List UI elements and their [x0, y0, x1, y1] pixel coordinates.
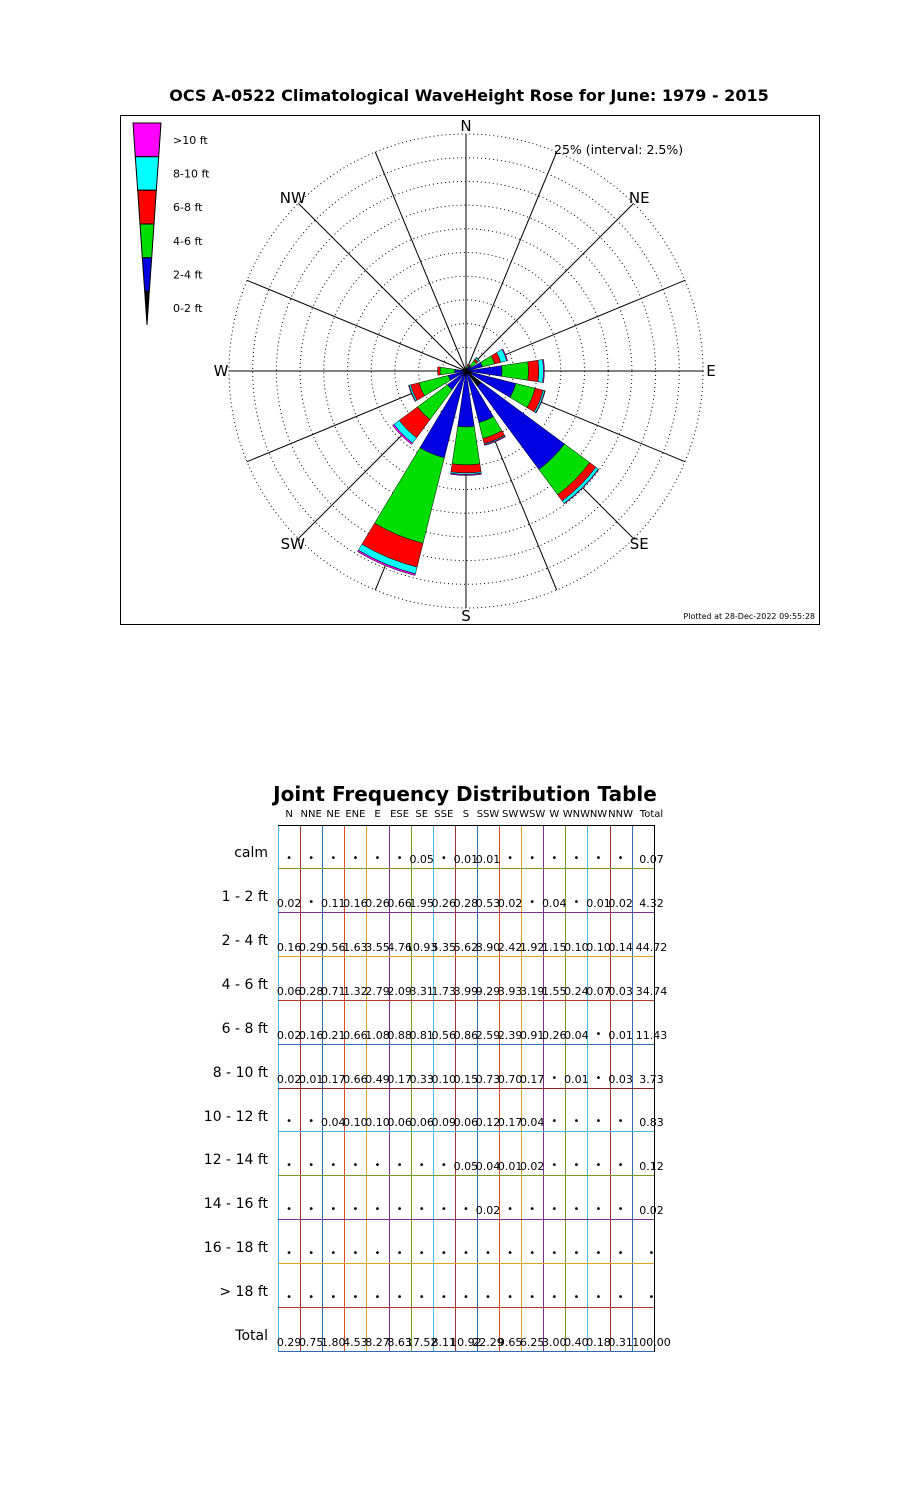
plotted-timestamp: Plotted at 28-Dec-2022 09:55:28 — [683, 612, 815, 621]
cell-SE-row4: 0.81 — [409, 1028, 434, 1042]
cell-WNW-row0: • — [573, 852, 580, 864]
cell-Total-row9: • — [648, 1248, 655, 1260]
cell-SSE-row9: • — [440, 1248, 447, 1260]
cell-SE-row10: • — [418, 1292, 425, 1304]
legend-label->10 ft: >10 ft — [173, 133, 208, 147]
column-header-SSW: SSW — [476, 809, 500, 820]
compass-label-SW: SW — [280, 535, 305, 554]
cell-WNW-row8: • — [573, 1204, 580, 1216]
legend-swatch->10 ft — [133, 123, 161, 157]
cell-ENE-row5: 0.66 — [343, 1072, 368, 1086]
cell-NNE-row9: • — [308, 1248, 315, 1260]
cell-Total-row6: 0.83 — [639, 1116, 664, 1130]
legend-swatch-0-2 ft — [145, 291, 150, 325]
cell-S-row11: 10.92 — [450, 1336, 482, 1349]
cell-N-row7: • — [286, 1160, 293, 1172]
cell-E-row11: 8.27 — [365, 1336, 390, 1349]
cell-W-row3: 1.55 — [542, 984, 567, 998]
cell-SE-row9: • — [418, 1248, 425, 1260]
cell-WSW-row6: 0.04 — [519, 1116, 545, 1130]
cell-S-row1: 0.28 — [453, 896, 479, 910]
cell-Total-row5: 3.73 — [639, 1072, 664, 1086]
table-title: Joint Frequency Distribution Table — [273, 782, 657, 806]
cell-NE-row6: 0.04 — [321, 1116, 346, 1130]
cell-NE-row2: 0.56 — [321, 940, 346, 954]
column-header-Total: Total — [639, 809, 664, 820]
ring-scale-annotation: 25% (interval: 2.5%) — [554, 142, 684, 157]
cell-SE-row1: 1.95 — [409, 896, 434, 910]
cell-S-row7: 0.05 — [453, 1160, 479, 1174]
column-header-NE: NE — [326, 809, 341, 820]
cell-SW-row10: • — [507, 1292, 514, 1304]
legend-label-8-10 ft: 8-10 ft — [173, 167, 210, 181]
cell-SSW-row9: • — [485, 1248, 491, 1260]
cell-W-row5: • — [551, 1072, 558, 1084]
cell-S-row8: • — [462, 1204, 469, 1216]
column-header-WNW: WNW — [562, 809, 591, 820]
cell-NNW-row6: • — [617, 1116, 624, 1128]
cell-S-row5: 0.15 — [453, 1072, 479, 1086]
cell-ENE-row4: 0.66 — [343, 1028, 368, 1042]
cell-SW-row6: 0.17 — [497, 1116, 523, 1130]
cell-ESE-row1: 0.66 — [387, 896, 412, 910]
column-header-NNW: NNW — [608, 809, 634, 820]
cell-SSW-row1: 0.53 — [475, 896, 501, 910]
cell-NNW-row0: • — [617, 852, 624, 864]
chart-title: OCS A-0522 Climatological WaveHeight Rose for June: 1979 - 2015 — [169, 86, 769, 105]
cell-SSW-row2: 8.90 — [475, 940, 501, 954]
compass-label-SE: SE — [629, 535, 649, 554]
cell-N-row8: • — [286, 1204, 293, 1216]
cell-ESE-row7: • — [396, 1160, 403, 1172]
cell-ESE-row2: 4.76 — [387, 940, 412, 954]
cell-SSE-row11: 8.11 — [431, 1336, 457, 1349]
cell-ESE-row6: 0.06 — [387, 1116, 412, 1130]
cell-SE-row6: 0.06 — [409, 1116, 434, 1130]
cell-N-row3: 0.06 — [276, 984, 302, 998]
cell-W-row9: • — [551, 1248, 558, 1260]
cell-SE-row2: 10.93 — [405, 940, 438, 954]
cell-WNW-row10: • — [573, 1292, 580, 1304]
cell-SSE-row10: • — [440, 1292, 447, 1304]
polar-spoke — [298, 203, 466, 371]
cell-SSE-row1: 0.26 — [431, 896, 457, 910]
cell-WSW-row1: • — [529, 896, 536, 908]
cell-ENE-row11: 4.53 — [343, 1336, 368, 1349]
cell-WSW-row2: 1.92 — [519, 940, 545, 954]
cell-SE-row5: 0.33 — [409, 1072, 434, 1086]
cell-SE-row8: • — [418, 1204, 425, 1216]
cell-SE-row11: 17.52 — [405, 1336, 438, 1349]
cell-NNW-row9: • — [617, 1248, 624, 1260]
cell-Total-row3: 34.74 — [635, 984, 668, 998]
table-hline — [278, 1000, 654, 1001]
cell-S-row3: 3.99 — [453, 984, 479, 998]
cell-N-row0: • — [286, 852, 293, 864]
cell-S-row2: 5.62 — [453, 940, 479, 954]
cell-N-row9: • — [286, 1248, 293, 1260]
cell-WSW-row10: • — [529, 1292, 536, 1304]
cell-NNE-row8: • — [308, 1204, 315, 1216]
cell-SW-row11: 9.65 — [497, 1336, 523, 1349]
cell-WSW-row4: 0.91 — [519, 1028, 545, 1042]
cell-SSW-row3: 9.29 — [475, 984, 501, 998]
cell-SSW-row7: 0.04 — [475, 1160, 501, 1174]
row-label-16-18ft: 16 - 18 ft — [203, 1240, 268, 1257]
column-header-SW: SW — [501, 809, 519, 820]
cell-NW-row7: • — [595, 1160, 602, 1172]
cell-N-row11: 0.29 — [276, 1336, 302, 1349]
row-label-calm: calm — [234, 845, 268, 861]
cell-E-row9: • — [374, 1248, 381, 1260]
cell-ESE-row9: • — [396, 1248, 403, 1260]
cell-SSE-row5: 0.10 — [431, 1072, 457, 1086]
compass-label-S: S — [461, 607, 471, 624]
cell-E-row3: 2.79 — [365, 984, 390, 998]
cell-WNW-row1: • — [573, 896, 580, 908]
cell-WNW-row7: • — [573, 1160, 580, 1172]
rose-wedge-E-4-6 ft — [502, 362, 529, 381]
cell-WSW-row5: 0.17 — [519, 1072, 545, 1086]
cell-ENE-row7: • — [352, 1160, 359, 1172]
cell-Total-row0: 0.07 — [639, 852, 664, 866]
cell-W-row2: 1.15 — [542, 940, 567, 954]
cell-SSW-row10: • — [485, 1292, 491, 1304]
legend-label-6-8 ft: 6-8 ft — [173, 201, 203, 215]
cell-E-row6: 0.10 — [365, 1116, 390, 1130]
cell-ENE-row10: • — [352, 1292, 359, 1304]
cell-SSE-row8: • — [440, 1204, 447, 1216]
cell-N-row6: • — [286, 1116, 293, 1128]
cell-Total-row2: 44.72 — [635, 940, 668, 954]
cell-SSE-row3: 1.73 — [431, 984, 457, 998]
cell-WSW-row8: • — [529, 1204, 536, 1216]
table-hline — [278, 1351, 654, 1352]
table-top-border — [278, 825, 654, 826]
polar-spoke — [247, 280, 466, 371]
cell-NNE-row0: • — [308, 852, 315, 864]
cell-NW-row0: • — [595, 852, 602, 864]
cell-E-row0: • — [374, 852, 381, 864]
cell-NNE-row1: • — [308, 896, 315, 908]
cell-ESE-row10: • — [396, 1292, 403, 1304]
polar-spoke — [375, 152, 466, 371]
rose-wedge-E-8-10 ft — [538, 360, 543, 383]
cell-SSW-row11: 22.29 — [472, 1336, 504, 1349]
cell-NNE-row4: 0.16 — [298, 1028, 324, 1042]
column-header-ENE: ENE — [345, 809, 366, 820]
cell-SW-row0: • — [507, 852, 514, 864]
row-label-12-14ft: 12 - 14 ft — [203, 1152, 268, 1169]
rose-wedge-S-6-8 ft — [451, 464, 481, 473]
cell-W-row0: • — [551, 852, 558, 864]
cell-NE-row9: • — [330, 1248, 337, 1260]
cell-NNE-row7: • — [308, 1160, 315, 1172]
cell-Total-row11: 100.00 — [632, 1336, 671, 1349]
cell-NE-row7: • — [330, 1160, 337, 1172]
cell-Total-row10: • — [648, 1292, 655, 1304]
cell-E-row2: 3.55 — [365, 940, 390, 954]
row-label-8-10ft: 8 - 10 ft — [212, 1064, 268, 1081]
cell-ENE-row1: 0.16 — [343, 896, 368, 910]
cell-NE-row11: 1.80 — [321, 1336, 346, 1349]
cell-W-row7: • — [551, 1160, 558, 1172]
polar-spoke — [466, 203, 634, 371]
cell-NNW-row11: 0.31 — [608, 1336, 633, 1349]
cell-E-row5: 0.49 — [365, 1072, 390, 1086]
cell-NW-row3: 0.07 — [586, 984, 611, 998]
cell-NNE-row11: 0.75 — [298, 1336, 324, 1349]
compass-label-E: E — [706, 362, 716, 380]
cell-NW-row9: • — [595, 1248, 602, 1260]
cell-W-row6: • — [551, 1116, 558, 1128]
cell-ESE-row11: 8.63 — [387, 1336, 412, 1349]
row-label->18ft: > 18 ft — [219, 1284, 268, 1301]
cell-WNW-row3: 0.24 — [564, 984, 589, 998]
cell-NW-row5: • — [595, 1072, 602, 1084]
cell-NW-row2: 0.10 — [586, 940, 611, 954]
cell-SW-row3: 3.93 — [497, 984, 523, 998]
cell-NE-row10: • — [330, 1292, 337, 1304]
cell-E-row7: • — [374, 1160, 381, 1172]
legend-swatch-6-8 ft — [138, 190, 157, 224]
cell-SW-row9: • — [507, 1248, 514, 1260]
wave-height-legend — [127, 120, 262, 338]
cell-SW-row4: 2.39 — [497, 1028, 523, 1042]
cell-NNE-row6: • — [308, 1116, 315, 1128]
cell-NE-row1: 0.11 — [321, 896, 346, 910]
row-label-14-16ft: 14 - 16 ft — [203, 1196, 268, 1213]
cell-N-row1: 0.02 — [276, 896, 302, 910]
cell-NNE-row2: 0.29 — [298, 940, 324, 954]
row-label-Total: Total — [235, 1328, 268, 1345]
cell-WSW-row3: 3.19 — [519, 984, 545, 998]
cell-SSW-row0: 0.01 — [475, 852, 501, 866]
wave-rose-chart — [120, 115, 820, 625]
joint-frequency-table — [203, 809, 671, 1352]
compass-label-NE: NE — [628, 188, 650, 207]
cell-ESE-row5: 0.17 — [387, 1072, 412, 1086]
cell-SSE-row2: 5.35 — [431, 940, 457, 954]
cell-NNE-row10: • — [308, 1292, 315, 1304]
cell-NW-row11: 0.18 — [586, 1336, 611, 1349]
rose-wedge-E-6-8 ft — [528, 360, 539, 382]
cell-SSE-row0: • — [440, 852, 447, 864]
legend-label-2-4 ft: 2-4 ft — [173, 268, 203, 282]
cell-ENE-row3: 1.32 — [343, 984, 368, 998]
column-header-SSE: SSE — [434, 809, 454, 820]
cell-ENE-row8: • — [352, 1204, 359, 1216]
table-hline — [278, 1219, 654, 1220]
legend-label-0-2 ft: 0-2 ft — [173, 302, 203, 316]
cell-NW-row10: • — [595, 1292, 602, 1304]
cell-WSW-row11: 6.25 — [519, 1336, 545, 1349]
cell-NNW-row7: • — [617, 1160, 624, 1172]
cell-Total-row8: 0.02 — [639, 1204, 664, 1218]
cell-SW-row7: 0.01 — [497, 1160, 523, 1174]
cell-E-row8: • — [374, 1204, 381, 1216]
cell-WNW-row2: 0.10 — [564, 940, 589, 954]
cell-SSW-row5: 0.73 — [475, 1072, 501, 1086]
cell-ESE-row8: • — [396, 1204, 403, 1216]
row-label-2-4ft: 2 - 4 ft — [221, 932, 268, 949]
cell-SSW-row4: 2.59 — [475, 1028, 501, 1042]
cell-NW-row6: • — [595, 1116, 602, 1128]
cell-SW-row2: 2.42 — [497, 940, 523, 954]
cell-SSE-row6: 0.09 — [431, 1116, 457, 1130]
polar-spoke — [466, 152, 557, 371]
cell-NE-row5: 0.17 — [321, 1072, 346, 1086]
cell-W-row4: 0.26 — [542, 1028, 567, 1042]
cell-ENE-row0: • — [352, 852, 359, 864]
table-hline — [278, 912, 654, 913]
cell-E-row1: 0.26 — [365, 896, 390, 910]
column-header-E: E — [374, 809, 381, 820]
column-header-NNE: NNE — [300, 809, 322, 820]
cell-WNW-row11: 0.40 — [564, 1336, 589, 1349]
column-header-WSW: WSW — [519, 809, 546, 820]
column-header-ESE: ESE — [390, 809, 410, 820]
table-hline — [278, 868, 654, 869]
cell-ESE-row3: 2.09 — [387, 984, 412, 998]
table-hline — [278, 956, 654, 957]
cell-SW-row1: 0.02 — [497, 896, 523, 910]
cell-E-row10: • — [374, 1292, 381, 1304]
rose-wedge-W-6-8 ft — [438, 367, 441, 375]
table-hline — [278, 1131, 654, 1132]
column-header-W: W — [549, 809, 560, 820]
cell-NE-row3: 0.71 — [321, 984, 346, 998]
cell-NE-row0: • — [330, 852, 337, 864]
compass-label-W: W — [213, 362, 229, 380]
column-header-SE: SE — [415, 809, 429, 820]
cell-E-row4: 1.08 — [365, 1028, 390, 1042]
cell-ENE-row2: 1.63 — [343, 940, 368, 954]
cell-NNE-row5: 0.01 — [298, 1072, 324, 1086]
column-header-N: N — [285, 809, 293, 820]
cell-W-row11: 3.00 — [542, 1336, 567, 1349]
row-label-1-2ft: 1 - 2 ft — [221, 888, 268, 905]
cell-NNW-row5: 0.03 — [608, 1072, 633, 1086]
compass-label-NW: NW — [279, 188, 306, 207]
cell-WNW-row9: • — [573, 1248, 580, 1260]
cell-S-row0: 0.01 — [453, 852, 479, 866]
cell-SSE-row7: • — [440, 1160, 447, 1172]
cell-WNW-row4: 0.04 — [564, 1028, 589, 1042]
cell-NNW-row8: • — [617, 1204, 624, 1216]
cell-NNW-row2: 0.14 — [608, 940, 633, 954]
cell-NW-row4: • — [595, 1028, 602, 1040]
cell-SW-row5: 0.70 — [497, 1072, 523, 1086]
cell-N-row5: 0.02 — [276, 1072, 302, 1086]
table-hline — [278, 1307, 654, 1308]
cell-SSE-row4: 0.56 — [431, 1028, 457, 1042]
row-label-4-6ft: 4 - 6 ft — [221, 976, 268, 993]
cell-SE-row7: • — [418, 1160, 425, 1172]
cell-SSW-row8: 0.02 — [475, 1204, 501, 1218]
cell-WSW-row9: • — [529, 1248, 536, 1260]
cell-N-row2: 0.16 — [276, 940, 302, 954]
cell-ESE-row0: • — [396, 852, 403, 864]
cell-NNW-row3: 0.03 — [608, 984, 633, 998]
cell-W-row10: • — [551, 1292, 558, 1304]
cell-WNW-row6: • — [573, 1116, 580, 1128]
cell-NE-row4: 0.21 — [321, 1028, 346, 1042]
compass-label-N: N — [460, 117, 472, 135]
cell-Total-row7: 0.12 — [639, 1160, 664, 1174]
cell-WSW-row7: 0.02 — [519, 1160, 545, 1174]
cell-WSW-row0: • — [529, 852, 536, 864]
legend-swatch-2-4 ft — [142, 258, 151, 292]
column-header-NW: NW — [589, 809, 608, 820]
legend-label-4-6 ft: 4-6 ft — [173, 234, 203, 248]
cell-NNW-row4: 0.01 — [608, 1028, 633, 1042]
cell-N-row4: 0.02 — [276, 1028, 302, 1042]
rose-wedge-W-4-6 ft — [440, 367, 455, 375]
cell-Total-row4: 11.43 — [635, 1028, 668, 1042]
cell-S-row9: • — [462, 1248, 469, 1260]
cell-ENE-row9: • — [352, 1248, 359, 1260]
table-hline — [278, 1263, 654, 1264]
cell-NNW-row10: • — [617, 1292, 624, 1304]
column-header-S: S — [462, 809, 470, 820]
cell-SE-row0: 0.05 — [409, 852, 434, 866]
legend-swatch-4-6 ft — [140, 224, 154, 258]
row-label-10-12ft: 10 - 12 ft — [203, 1108, 268, 1125]
cell-WNW-row5: 0.01 — [564, 1072, 589, 1086]
cell-NW-row8: • — [595, 1204, 602, 1216]
cell-S-row6: 0.06 — [453, 1116, 479, 1130]
table-hline — [278, 1175, 654, 1176]
cell-NNW-row1: 0.02 — [608, 896, 633, 910]
cell-Total-row1: 4.32 — [639, 896, 664, 910]
cell-SE-row3: 3.31 — [409, 984, 434, 998]
cell-S-row4: 0.86 — [453, 1028, 479, 1042]
cell-W-row1: 0.04 — [542, 896, 567, 910]
table-hline — [278, 1044, 654, 1045]
cell-S-row10: • — [462, 1292, 469, 1304]
cell-NE-row8: • — [330, 1204, 337, 1216]
table-hline — [278, 1088, 654, 1089]
cell-ESE-row4: 0.88 — [387, 1028, 412, 1042]
cell-NNE-row3: 0.28 — [298, 984, 324, 998]
rose-wedge-S-4-6 ft — [452, 426, 480, 464]
cell-ENE-row6: 0.10 — [343, 1116, 368, 1130]
cell-SSW-row6: 0.12 — [475, 1116, 501, 1130]
cell-N-row10: • — [286, 1292, 293, 1304]
cell-SW-row8: • — [507, 1204, 514, 1216]
cell-NW-row1: 0.01 — [586, 896, 611, 910]
row-label-6-8ft: 6 - 8 ft — [221, 1020, 268, 1037]
cell-W-row8: • — [551, 1204, 558, 1216]
legend-swatch-8-10 ft — [135, 157, 158, 191]
